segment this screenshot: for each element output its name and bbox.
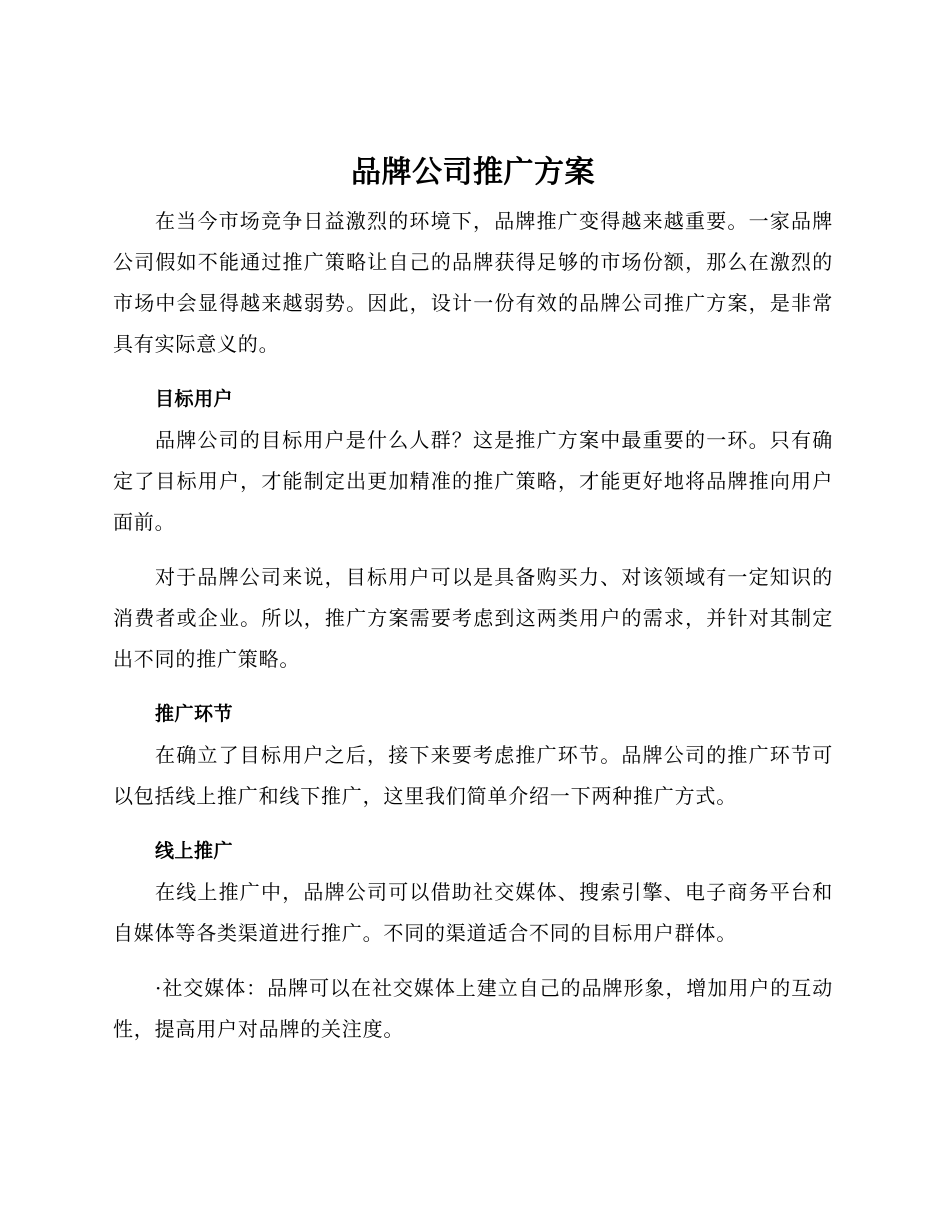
target-users-paragraph-1: 品牌公司的目标用户是什么人群？这是推广方案中最重要的一环。只有确定了目标用户，才能制定出更加精准的推广策略，才能更好地将品牌推向用户面前。 (113, 428, 833, 534)
document-title: 品牌公司推广方案 (351, 155, 595, 190)
intro-paragraph: 在当今市场竞争日益激烈的环境下，品牌推广变得越来越重要。一家品牌公司假如不能通过推广策略让自己的品牌获得足够的市场份额，那么在激烈的市场中会显得越来越弱势。因此，设计一份有效的品牌公司推广方案，是非常具有实际意义的。 (113, 209, 833, 356)
social-media-bullet-item: ·社交媒体：品牌可以在社交媒体上建立自己的品牌形象，增加用户的互动性，提高用户对品牌的关注度。 (113, 976, 833, 1041)
section-heading-online-promotion: 线上推广 (155, 840, 234, 862)
target-users-paragraph-2: 对于品牌公司来说，目标用户可以是具备购买力、对该领域有一定知识的消费者或企业。所以，推广方案需要考虑到这两类用户的需求，并针对其制定出不同的推广策略。 (113, 565, 833, 671)
section-heading-target-users: 目标用户 (155, 388, 234, 410)
document-body (113, 150, 833, 1050)
online-promotion-paragraph: 在线上推广中，品牌公司可以借助社交媒体、搜索引擎、电子商务平台和自媒体等各类渠道进行推广。不同的渠道适合不同的目标用户群体。 (113, 880, 833, 945)
promotion-stages-paragraph: 在确立了目标用户之后，接下来要考虑推广环节。品牌公司的推广环节可以包括线上推广和线下推广，这里我们简单介绍一下两种推广方式。 (113, 743, 833, 808)
section-heading-promotion-stages: 推广环节 (155, 703, 234, 725)
